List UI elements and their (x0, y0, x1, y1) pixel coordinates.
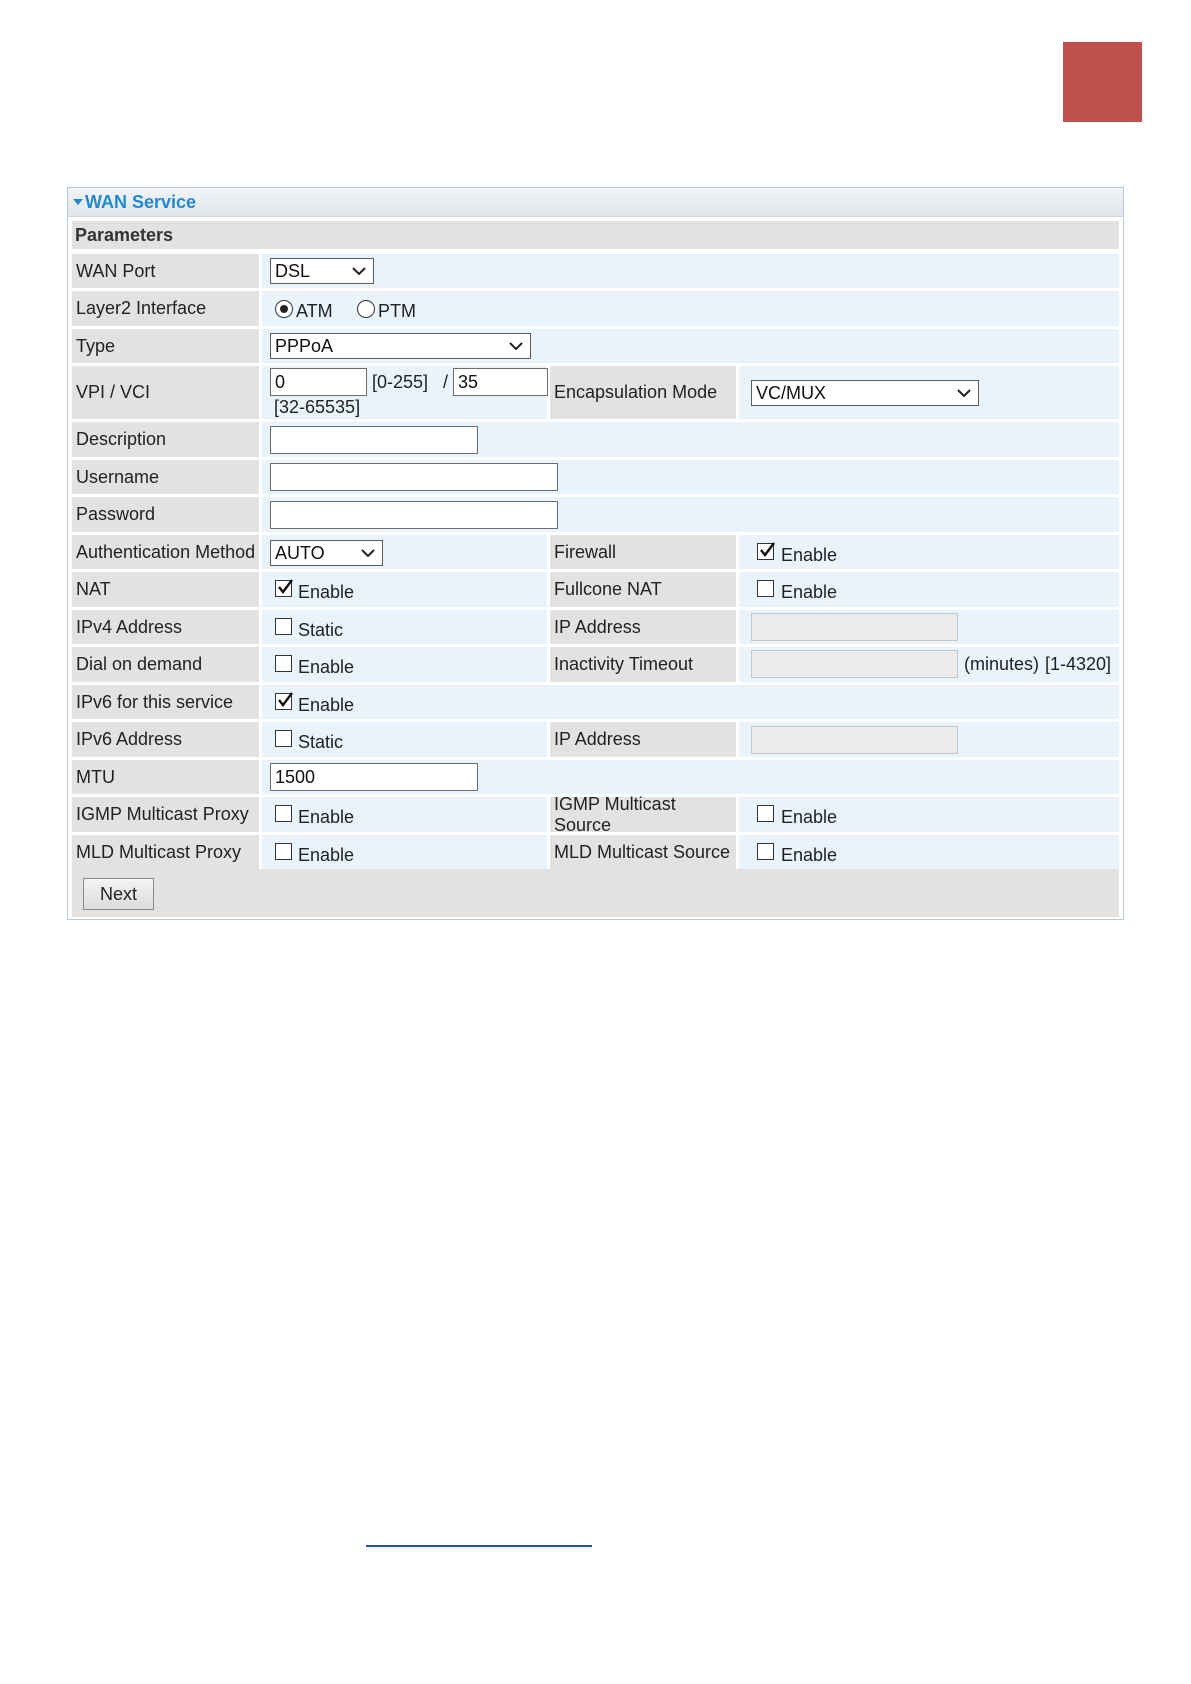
type-value-cell (262, 329, 1119, 363)
ipv6-static-checkbox[interactable] (275, 730, 292, 747)
ipv6-ip-address-value-cell (739, 722, 1119, 757)
type-selected: PPPoA (275, 336, 334, 356)
mtu-value-cell (262, 760, 1119, 794)
vpi-vci-label: VPI / VCI (72, 366, 259, 419)
panel-header[interactable] (68, 188, 1123, 217)
inactivity-unit: (minutes) (964, 654, 1040, 674)
panel-title: WAN Service (85, 192, 197, 212)
dial-on-demand-label: Dial on demand (72, 647, 259, 682)
wan-port-selected: DSL (275, 261, 311, 281)
chevron-down-icon (360, 545, 376, 561)
dial-on-demand-value-cell (262, 647, 547, 682)
mld-source-checkbox[interactable] (757, 843, 774, 860)
mld-proxy-label: MLD Multicast Proxy (72, 835, 259, 869)
auth-method-value-cell (262, 535, 547, 569)
chevron-down-icon (351, 263, 367, 279)
username-input[interactable] (270, 463, 558, 491)
username-label: Username (72, 460, 259, 494)
ipv6-service-label: IPv6 for this service (72, 685, 259, 719)
checkmark-icon (757, 540, 777, 560)
dial-on-demand-checkbox[interactable] (275, 655, 292, 672)
mld-proxy-option: Enable (298, 845, 355, 865)
vpi-vci-separator: / (443, 372, 449, 392)
hyperlink-underline[interactable] (366, 1545, 592, 1547)
type-select[interactable] (270, 333, 531, 359)
vci-input[interactable]: 35 (453, 368, 548, 396)
username-value-cell (262, 460, 1119, 494)
ipv6-ip-address-input[interactable] (751, 726, 958, 754)
encapsulation-label: Encapsulation Mode (550, 366, 736, 419)
nat-checkbox[interactable] (275, 580, 292, 597)
nat-option: Enable (298, 582, 355, 602)
ipv4-ip-address-label: IP Address (550, 610, 736, 644)
mld-proxy-value-cell (262, 835, 547, 869)
igmp-source-checkbox[interactable] (757, 805, 774, 822)
fullcone-nat-label: Fullcone NAT (550, 572, 736, 607)
mtu-input[interactable]: 1500 (270, 763, 478, 791)
igmp-proxy-checkbox[interactable] (275, 805, 292, 822)
description-label: Description (72, 422, 259, 457)
chevron-down-icon (508, 338, 524, 354)
wan-port-value-cell (262, 254, 1119, 288)
ipv6-ip-address-label: IP Address (550, 722, 736, 757)
mld-source-option: Enable (781, 845, 838, 865)
ipv4-static-checkbox[interactable] (275, 618, 292, 635)
igmp-source-value-cell (739, 797, 1119, 832)
layer2-atm-radio[interactable] (275, 300, 293, 318)
inactivity-timeout-value-cell (739, 647, 1119, 682)
igmp-proxy-option: Enable (298, 807, 355, 827)
checkmark-icon (275, 690, 295, 710)
nat-label: NAT (72, 572, 259, 607)
type-label: Type (72, 329, 259, 363)
igmp-source-label: IGMP Multicast Source (550, 797, 736, 832)
wan-port-label: WAN Port (72, 254, 259, 288)
ipv6-static-option: Static (298, 732, 344, 752)
auth-method-selected: AUTO (275, 543, 325, 563)
encapsulation-value-cell (739, 366, 1119, 419)
ipv4-address-value-cell (262, 610, 547, 644)
password-label: Password (72, 497, 259, 532)
firewall-label: Firewall (550, 535, 736, 569)
description-value-cell (262, 422, 1119, 457)
igmp-proxy-label: IGMP Multicast Proxy (72, 797, 259, 832)
mld-source-label: MLD Multicast Source (550, 835, 736, 869)
wan-service-panel (67, 187, 1124, 920)
next-button[interactable]: Next (83, 878, 154, 910)
password-input[interactable] (270, 501, 558, 529)
ipv6-service-value-cell (262, 685, 1119, 719)
ipv6-service-checkbox[interactable] (275, 693, 292, 710)
fullcone-nat-value-cell (739, 572, 1119, 607)
inactivity-range: [1-4320] (1045, 654, 1112, 674)
ipv4-ip-address-value-cell (739, 610, 1119, 644)
collapse-caret-icon[interactable] (73, 199, 83, 205)
ipv6-service-option: Enable (298, 695, 355, 715)
encapsulation-selected: VC/MUX (756, 383, 827, 403)
vpi-range: [0-255] (372, 372, 429, 392)
ipv6-address-value-cell (262, 722, 547, 757)
vpi-vci-value-cell (262, 366, 547, 419)
fullcone-nat-option: Enable (781, 582, 838, 602)
vci-range: [32-65535] (274, 397, 361, 417)
ipv6-address-label: IPv6 Address (72, 722, 259, 757)
igmp-source-option: Enable (781, 807, 838, 827)
mld-proxy-checkbox[interactable] (275, 843, 292, 860)
auth-method-label: Authentication Method (72, 535, 259, 569)
nat-value-cell (262, 572, 547, 607)
parameters-header: Parameters (72, 221, 1119, 249)
layer2-ptm-label: PTM (378, 301, 416, 321)
vpi-input[interactable]: 0 (270, 368, 367, 396)
inactivity-timeout-input[interactable] (751, 650, 958, 678)
auth-method-select[interactable] (270, 540, 383, 566)
ipv4-ip-address-input[interactable] (751, 613, 958, 641)
corner-tab-marker (1063, 42, 1142, 122)
igmp-proxy-value-cell (262, 797, 547, 832)
firewall-option: Enable (781, 545, 838, 565)
layer2-value-cell (262, 291, 1119, 326)
encapsulation-select[interactable] (751, 380, 979, 406)
inactivity-timeout-label: Inactivity Timeout (550, 647, 736, 682)
mld-source-value-cell (739, 835, 1119, 869)
description-input[interactable] (270, 426, 478, 454)
chevron-down-icon (956, 385, 972, 401)
ipv4-static-option: Static (298, 620, 344, 640)
layer2-ptm-radio[interactable] (357, 300, 375, 318)
mtu-label: MTU (72, 760, 259, 794)
panel-footer (72, 869, 1119, 917)
checkmark-icon (275, 577, 295, 597)
ipv4-address-label: IPv4 Address (72, 610, 259, 644)
wan-port-select[interactable] (270, 258, 374, 284)
firewall-checkbox[interactable] (757, 543, 774, 560)
layer2-label: Layer2 Interface (72, 291, 259, 326)
dial-on-demand-option: Enable (298, 657, 355, 677)
password-value-cell (262, 497, 1119, 532)
layer2-atm-label: ATM (296, 301, 333, 321)
fullcone-nat-checkbox[interactable] (757, 580, 774, 597)
firewall-value-cell (739, 535, 1119, 569)
